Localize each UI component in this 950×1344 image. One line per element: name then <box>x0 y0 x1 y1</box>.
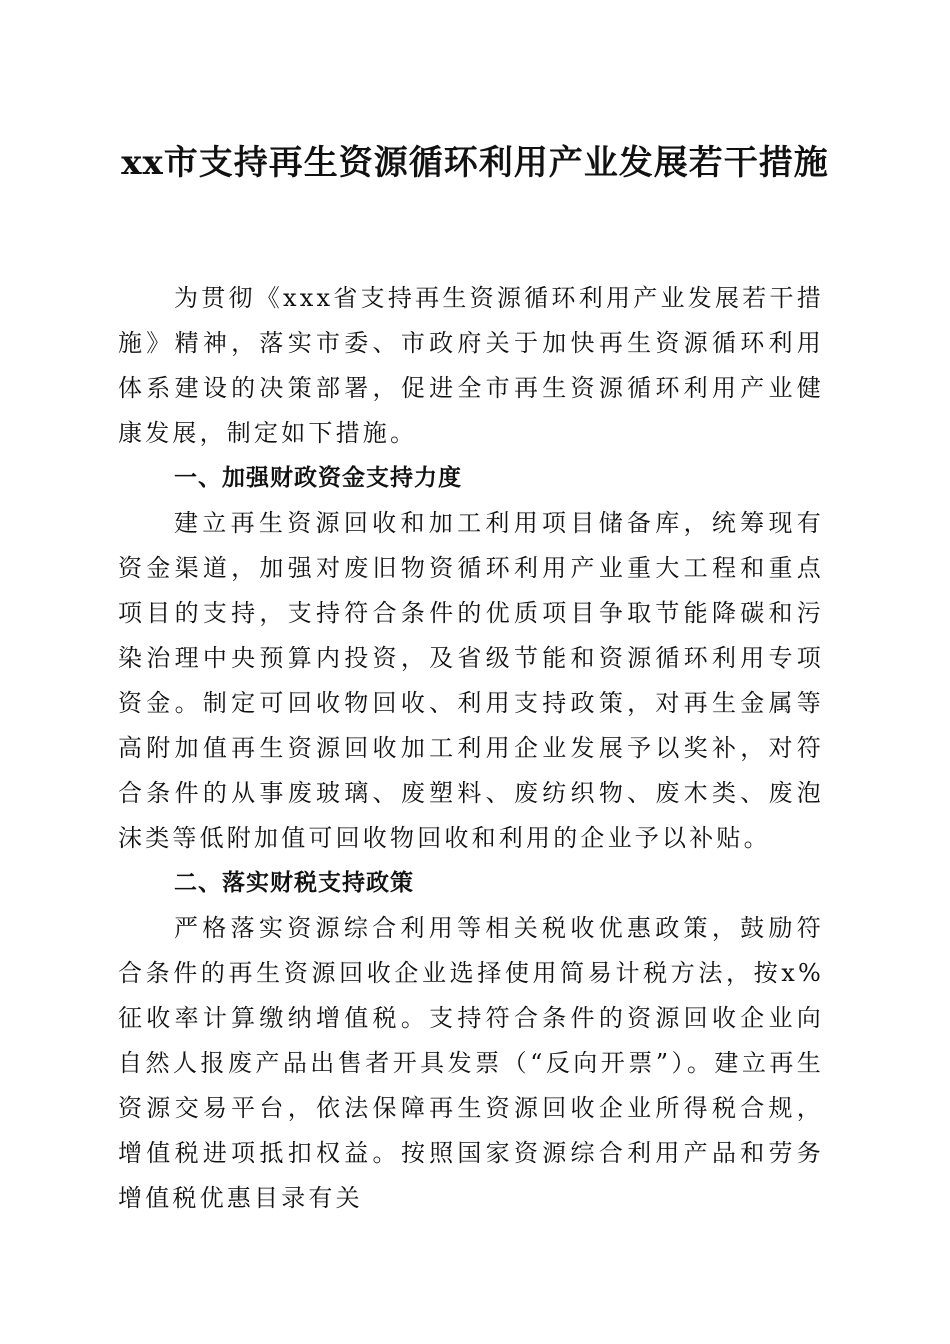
section-paragraph: 建立再生资源回收和加工利用项目储备库，统筹现有资金渠道，加强对废旧物资循环利用产业重大工程和重点项目的支持，支持符合条件的优质项目争取节能降碳和污染治理中央预算内投资，及省级节能和资源循环利用专项资金。制定可回收物回收、利用支持政策，对再生金属等高附加值再生资源回收加工利用企业发展予以奖补，对符合条件的从事废玻璃、废塑料、废纺织物、废木类、废泡沫类等低附加值可回收物回收和利用的企业予以补贴。 <box>118 509 824 852</box>
section-heading: 一、加强财政资金支持力度 <box>174 465 462 491</box>
document-body <box>118 276 824 1221</box>
section-heading: 二、落实财税支持政策 <box>174 870 414 896</box>
intro-paragraph: 为贯彻《xxx省支持再生资源循环利用产业发展若干措施》精神，落实市委、市政府关于加快再生资源循环利用体系建设的决策部署，促进全市再生资源循环利用产业健康发展，制定如下措施。 <box>118 284 824 447</box>
document-title: xx市支持再生资源循环利用产业发展若干措施 <box>121 143 829 183</box>
section-paragraph: 严格落实资源综合利用等相关税收优惠政策，鼓励符合条件的再生资源回收企业选择使用简易计税方法，按x%征收率计算缴纳增值税。支持符合条件的资源回收企业向自然人报废产品出售者开具发票（“反向开票”）。建立再生资源交易平台，依法保障再生资源回收企业所得税合规，增值税进项抵扣权益。按照国家资源综合利用产品和劳务增值税优惠目录有关 <box>118 914 824 1212</box>
